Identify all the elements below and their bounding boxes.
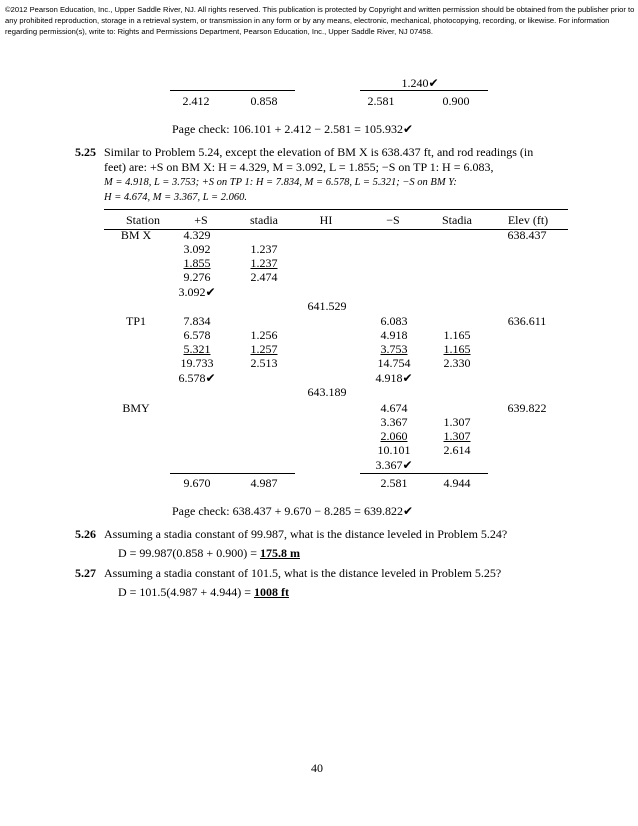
bmx-stadia-2: 1.237: [250, 256, 278, 270]
tp1-stadia2-2: 1.165: [443, 342, 471, 356]
problem-text-line4: H = 4.674, M = 3.367, L = 2.060.: [104, 192, 247, 203]
sum-rule-left: [170, 90, 295, 91]
bmy-minus-h: 4.674: [380, 401, 408, 415]
header-plus-s: +S: [194, 213, 208, 227]
hi-1: 641.529: [307, 299, 347, 313]
total-minus: 2.581: [380, 476, 408, 490]
bmy-elev: 639.822: [507, 401, 547, 415]
problem-text: Assuming a stadia constant of 99.987, what is the distance leveled in Problem 5.24?: [104, 527, 508, 541]
page-check-1: Page check: 106.101 + 2.412 − 2.581 = 105.932✔: [172, 122, 414, 136]
problem-answer: D = 99.987(0.858 + 0.900) = 175.8 m: [118, 546, 300, 560]
bmy-stadia2-sum: 2.614: [443, 443, 471, 457]
tp1-minus-check: 4.918✔: [375, 371, 413, 385]
totals-rule-right: [360, 473, 488, 474]
problem-number: 5.27: [75, 566, 96, 580]
sum-stadia-value: 0.858: [250, 94, 278, 108]
tp1-stadia2-1: 1.165: [443, 328, 471, 342]
sum-minus-value: 2.581: [367, 94, 395, 108]
header-stadia: stadia: [250, 213, 278, 227]
minus-check-value: 1.240✔: [401, 76, 439, 90]
sum-rule-right: [360, 90, 488, 91]
bmy-stadia2-2: 1.307: [443, 429, 471, 443]
copyright-notice: ©2012 Pearson Education, Inc., Upper Saddle River, NJ. All rights reserved. This publication is protected by Copyright and written permission should be obtained from the publisher prior to any prohibited reproduction, storage in a retrieval system, or transmission in any form or by any means, electronic, mechanical, photocopying, recording, or likewise. For information regarding permission(s), write to: Rights and Permissions Department, Pearson Education, Inc., Upper Saddle River, NJ 07458.: [5, 5, 635, 36]
tp1-plus-l: 5.321: [183, 342, 211, 356]
station-bmy: BMY: [122, 401, 150, 415]
bmx-plus-check: 3.092✔: [178, 285, 216, 299]
bmx-stadia-1: 1.237: [250, 242, 278, 256]
bmx-plus-l: 1.855: [183, 256, 211, 270]
bmy-stadia2-1: 1.307: [443, 415, 471, 429]
sum-plus-value: 2.412: [182, 94, 210, 108]
totals-rule-left: [170, 473, 295, 474]
station-tp1: TP1: [125, 314, 146, 328]
station-bmx: BM X: [120, 228, 152, 242]
header-stadia2: Stadia: [442, 213, 472, 227]
tp1-stadia-sum: 2.513: [250, 356, 278, 370]
tp1-plus-sum: 19.733: [180, 356, 214, 370]
header-hi: HI: [319, 213, 333, 227]
bmx-elev: 638.437: [507, 228, 547, 242]
tp1-stadia-2: 1.257: [250, 342, 278, 356]
tp1-plus-h: 7.834: [183, 314, 211, 328]
tp1-plus-check: 6.578✔: [178, 371, 216, 385]
bmy-minus-sum: 10.101: [377, 443, 411, 457]
header-elev: Elev (ft): [507, 213, 549, 227]
problem-number: 5.26: [75, 527, 96, 541]
page-number: 40: [311, 761, 323, 775]
problem-answer: D = 101.5(4.987 + 4.944) = 1008 ft: [118, 585, 289, 599]
header-station: Station: [125, 213, 160, 227]
tp1-minus-h: 6.083: [380, 314, 408, 328]
problem-text: Assuming a stadia constant of 101.5, what is the distance leveled in Problem 5.25?: [104, 566, 502, 580]
bmy-minus-m: 3.367: [380, 415, 408, 429]
bmy-minus-l: 2.060: [380, 429, 408, 443]
bmx-stadia-sum: 2.474: [250, 270, 278, 284]
bmx-plus-h: 4.329: [183, 228, 211, 242]
tp1-minus-m: 4.918: [380, 328, 408, 342]
answer-value: 1008 ft: [253, 585, 289, 599]
bmy-minus-check: 3.367✔: [375, 458, 413, 472]
tp1-elev: 636.611: [507, 314, 547, 328]
tp1-stadia2-sum: 2.330: [443, 356, 471, 370]
tp1-minus-sum: 14.754: [377, 356, 411, 370]
tp1-stadia-1: 1.256: [250, 328, 278, 342]
bmx-plus-sum: 9.276: [183, 270, 211, 284]
problem-text-line2: feet) are: +S on BM X: H = 4.329, M = 3.092, L = 1.855; −S on TP 1: H = 6.083,: [104, 160, 494, 174]
tp1-plus-m: 6.578: [183, 328, 211, 342]
hi-2: 643.189: [307, 385, 347, 399]
tp1-minus-l: 3.753: [380, 342, 408, 356]
bmx-plus-m: 3.092: [183, 242, 211, 256]
answer-value: 175.8 m: [259, 546, 300, 560]
table-top-rule: [104, 209, 568, 210]
total-plus: 9.670: [183, 476, 211, 490]
total-stadia2: 4.944: [443, 476, 471, 490]
sum-stadia2-value: 0.900: [442, 94, 470, 108]
page-check-2: Page check: 638.437 + 9.670 − 8.285 = 639.822✔: [172, 504, 414, 518]
problem-text-line3: M = 4.918, L = 3.753; +S on TP 1: H = 7.834, M = 6.578, L = 5.321; −S on BM Y:: [104, 177, 457, 188]
header-minus-s: −S: [386, 213, 400, 227]
problem-text-line1: Similar to Problem 5.24, except the elevation of BM X is 638.437 ft, and rod readings (in: [104, 145, 534, 159]
total-stadia: 4.987: [250, 476, 278, 490]
problem-number: 5.25: [75, 145, 96, 159]
